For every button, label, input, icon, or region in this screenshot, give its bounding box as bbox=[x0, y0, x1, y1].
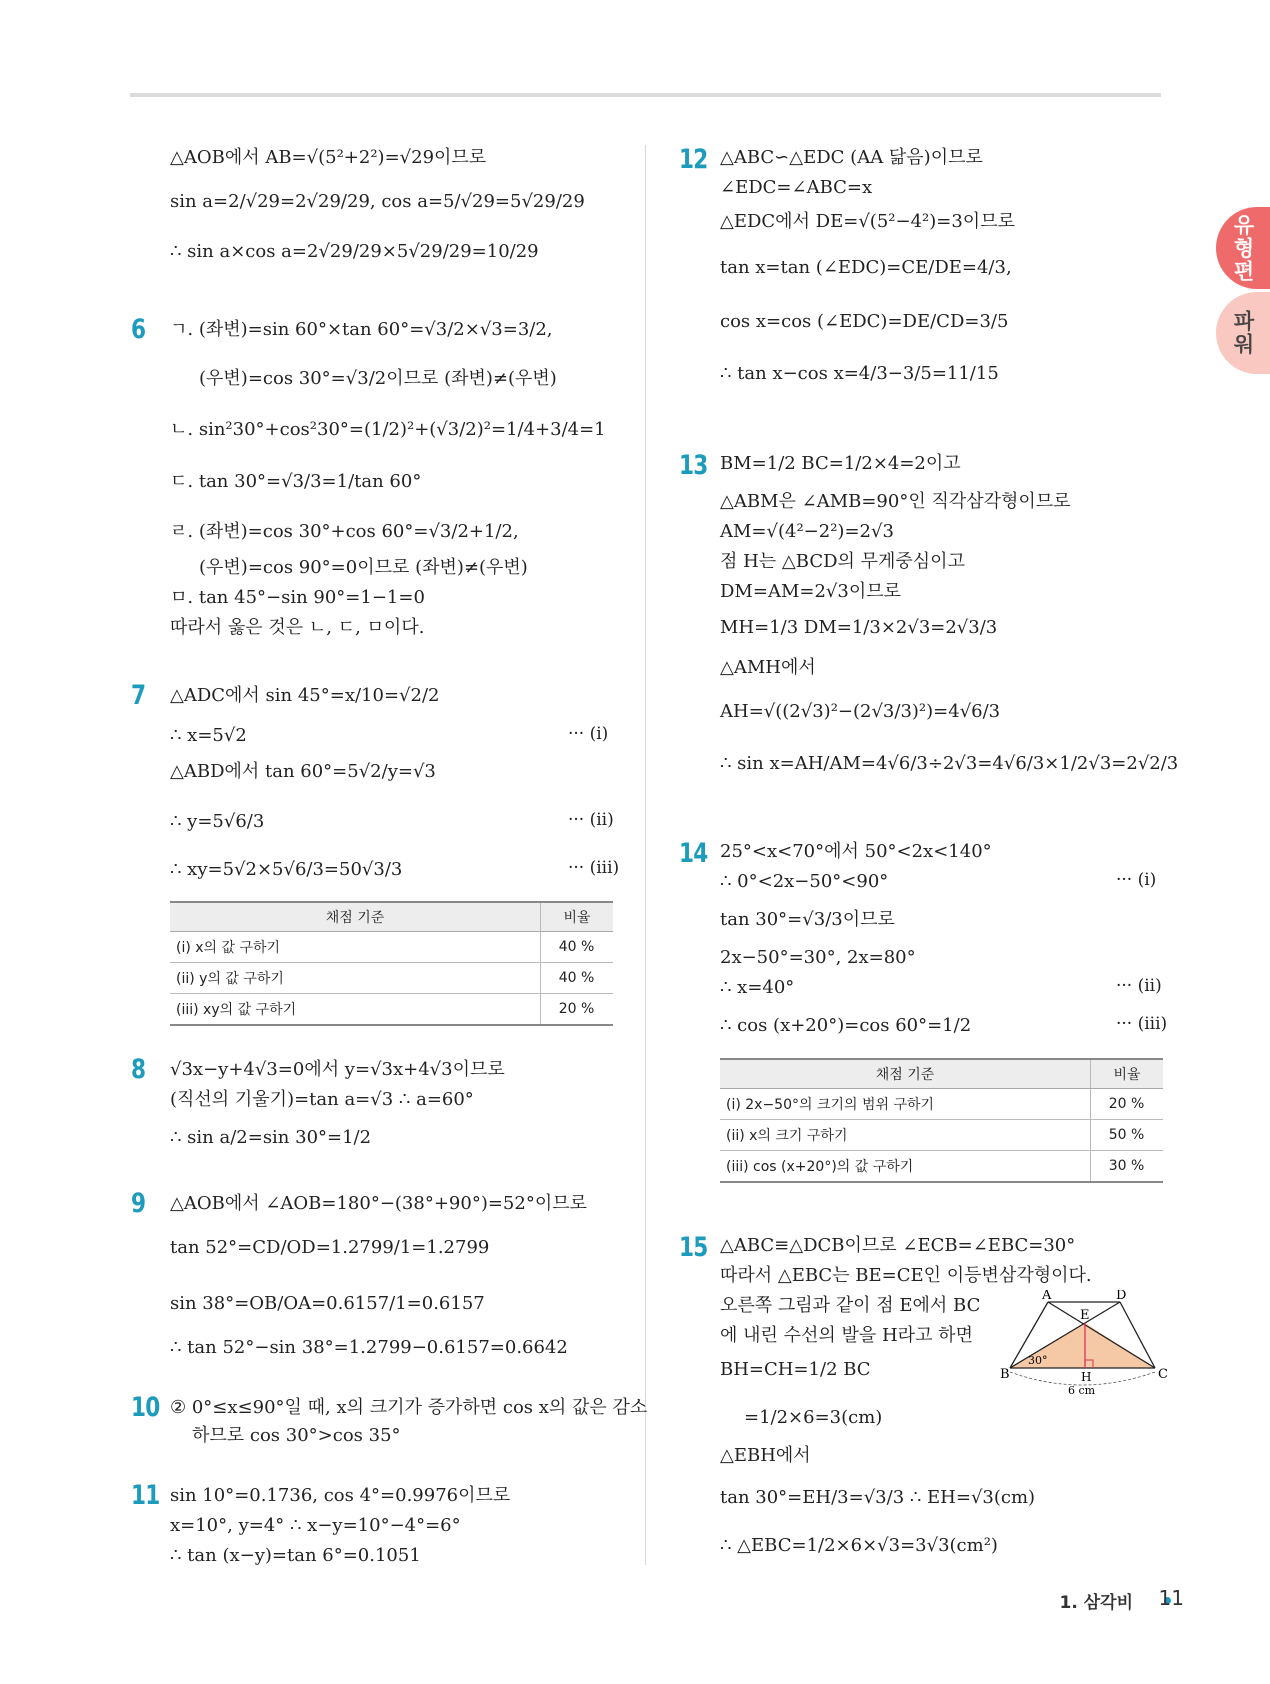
p12-line2: ∠EDC=∠ABC=x bbox=[720, 177, 873, 198]
p12-line1: △ABC∽△EDC (AA 닮음)이므로 bbox=[720, 147, 983, 168]
p13-line6: MH=1/3 DM=1/3×2√3=2√3/3 bbox=[720, 617, 998, 638]
p8-line1: √3x−y+4√3=0에서 y=√3x+4√3이므로 bbox=[170, 1059, 505, 1080]
p13-line3: AM=√(4²−2²)=2√3 bbox=[720, 521, 894, 542]
p13-line4: 점 H는 △BCD의 무게중심이고 bbox=[720, 551, 965, 572]
table-row bbox=[170, 932, 613, 963]
p13-line2: △ABM은 ∠AMB=90°인 직각삼각형이므로 bbox=[720, 491, 1071, 512]
p13-line7: △AMH에서 bbox=[720, 657, 816, 678]
p9-line4: ∴ tan 52°−sin 38°=1.2799−0.6157=0.6642 bbox=[170, 1337, 568, 1358]
table-cell: (i) 2x−50°의 크기의 범위 구하기 bbox=[720, 1089, 1091, 1120]
p12-line4: tan x=tan (∠EDC)=CE/DE=4/3, bbox=[720, 257, 1012, 278]
chapter-label: 1. 삼각비 bbox=[1059, 1593, 1133, 1613]
label-length: 6 cm bbox=[1068, 1384, 1096, 1397]
p14-line2: ∴ 0°<2x−50°<90° bbox=[720, 871, 889, 892]
p15-line6: =1/2×6=3(cm) bbox=[744, 1407, 883, 1428]
p10-line1: ② 0°≤x≤90°일 때, x의 크기가 증가하면 cos x의 값은 감소 bbox=[170, 1397, 648, 1418]
p8-line3: ∴ sin a/2=sin 30°=1/2 bbox=[170, 1127, 372, 1148]
table-cell: 40 % bbox=[541, 963, 614, 994]
problem-number-8: 8 bbox=[131, 1054, 146, 1085]
table-cell: (iii) xy의 값 구하기 bbox=[170, 994, 541, 1026]
p9-line2: tan 52°=CD/OD=1.2799/1=1.2799 bbox=[170, 1237, 490, 1258]
page-number: 11 bbox=[1158, 1586, 1184, 1610]
problem-number-10: 10 bbox=[131, 1392, 160, 1423]
problem-number-9: 9 bbox=[131, 1188, 146, 1219]
problem-number-13: 13 bbox=[679, 450, 708, 481]
p14-line3: tan 30°=√3/3이므로 bbox=[720, 909, 895, 930]
p7-line4: ∴ y=5√6/3 bbox=[170, 811, 265, 832]
column-divider bbox=[645, 145, 646, 1565]
table-cell: (ii) x의 크기 구하기 bbox=[720, 1120, 1091, 1151]
problem-number-6: 6 bbox=[131, 314, 146, 345]
p6-line4: ㄷ. tan 30°=√3/3=1/tan 60° bbox=[170, 471, 422, 492]
label-c: C bbox=[1158, 1367, 1168, 1382]
p15-line2: 따라서 △EBC는 BE=CE인 이등변삼각형이다. bbox=[720, 1265, 1092, 1286]
p6-line6: (우변)=cos 90°=0이므로 (좌변)≠(우변) bbox=[199, 557, 528, 578]
p14-line4: 2x−50°=30°, 2x=80° bbox=[720, 947, 916, 968]
table-cell: (i) x의 값 구하기 bbox=[170, 932, 541, 963]
table-row bbox=[720, 1089, 1163, 1120]
table-cell: (ii) y의 값 구하기 bbox=[170, 963, 541, 994]
p7-line3: △ABD에서 tan 60°=5√2/y=√3 bbox=[170, 761, 436, 782]
table-header: 비율 bbox=[541, 902, 614, 932]
p15-line9: ∴ △EBC=1/2×6×√3=3√3(cm²) bbox=[720, 1535, 998, 1556]
problem-number-14: 14 bbox=[679, 838, 708, 869]
p7-grading-table bbox=[170, 901, 613, 1026]
p6-line3: ㄴ. sin²30°+cos²30°=(1/2)²+(√3/2)²=1/4+3/4=1 bbox=[170, 419, 606, 440]
table-header: 채점 기준 bbox=[170, 902, 541, 932]
label-d: D bbox=[1116, 1290, 1127, 1303]
p9-line1: △AOB에서 ∠AOB=180°−(38°+90°)=52°이므로 bbox=[170, 1193, 587, 1214]
p8-line2: (직선의 기울기)=tan a=√3 ∴ a=60° bbox=[170, 1089, 474, 1110]
p11-line3: ∴ tan (x−y)=tan 6°=0.1051 bbox=[170, 1545, 421, 1566]
p5-line3: ∴ sin a×cos a=2√29/29×5√29/29=10/29 bbox=[170, 241, 539, 262]
trapezoid-figure bbox=[1000, 1290, 1170, 1400]
p14-line5: ∴ x=40° bbox=[720, 977, 795, 998]
p12-line3: △EDC에서 DE=√(5²−4²)=3이므로 bbox=[720, 211, 1015, 232]
p11-line2: x=10°, y=4° ∴ x−y=10°−4°=6° bbox=[170, 1515, 461, 1536]
p15-line8: tan 30°=EH/3=√3/3 ∴ EH=√3(cm) bbox=[720, 1487, 1036, 1508]
p6-line1: ㄱ. (좌변)=sin 60°×tan 60°=√3/2×√3=3/2, bbox=[170, 319, 553, 340]
table-header: 비율 bbox=[1091, 1059, 1164, 1089]
p7-line1: △ADC에서 sin 45°=x/10=√2/2 bbox=[170, 685, 440, 706]
p5-line2: sin a=2/√29=2√29/29, cos a=5/√29=5√29/29 bbox=[170, 191, 585, 212]
problem-number-15: 15 bbox=[679, 1232, 708, 1263]
table-header: 채점 기준 bbox=[720, 1059, 1091, 1089]
table-cell: (iii) cos (x+20°)의 값 구하기 bbox=[720, 1151, 1091, 1183]
p15-line1: △ABC≡△DCB이므로 ∠ECB=∠EBC=30° bbox=[720, 1235, 1076, 1256]
table-row bbox=[720, 1151, 1163, 1183]
p14-line6: ∴ cos (x+20°)=cos 60°=1/2 bbox=[720, 1015, 972, 1036]
p5-line1: △AOB에서 AB=√(5²+2²)=√29이므로 bbox=[170, 147, 487, 168]
table-row bbox=[170, 963, 613, 994]
p14-mark1: ··· (i) bbox=[1116, 870, 1157, 890]
label-h: H bbox=[1081, 1370, 1092, 1384]
p13-line1: BM=1/2 BC=1/2×4=2이고 bbox=[720, 453, 961, 474]
p14-grading-table bbox=[720, 1058, 1163, 1183]
table-cell: 40 % bbox=[541, 932, 614, 963]
table-cell: 20 % bbox=[541, 994, 614, 1026]
table-row bbox=[720, 1120, 1163, 1151]
p15-line5: BH=CH=1/2 BC bbox=[720, 1359, 871, 1380]
p14-mark3: ··· (iii) bbox=[1116, 1014, 1168, 1034]
p14-mark2: ··· (ii) bbox=[1116, 976, 1162, 996]
p7-mark2: ··· (ii) bbox=[568, 810, 614, 830]
p7-line2: ∴ x=5√2 bbox=[170, 725, 247, 746]
label-angle: 30° bbox=[1028, 1354, 1048, 1367]
table-row bbox=[170, 994, 613, 1026]
p15-line7: △EBH에서 bbox=[720, 1445, 811, 1466]
p14-line1: 25°<x<70°에서 50°<2x<140° bbox=[720, 841, 992, 862]
table-cell: 20 % bbox=[1091, 1089, 1164, 1120]
p6-line8: 따라서 옳은 것은 ㄴ, ㄷ, ㅁ이다. bbox=[170, 617, 425, 638]
tab-type[interactable]: 유형편 bbox=[1216, 207, 1270, 289]
p9-line3: sin 38°=OB/OA=0.6157/1=0.6157 bbox=[170, 1293, 485, 1314]
p12-line5: cos x=cos (∠EDC)=DE/CD=3/5 bbox=[720, 311, 1009, 332]
p10-line2: 하므로 cos 30°>cos 35° bbox=[192, 1425, 401, 1446]
p7-line5: ∴ xy=5√2×5√6/3=50√3/3 bbox=[170, 859, 403, 880]
p13-line9: ∴ sin x=AH/AM=4√6/3÷2√3=4√6/3×1/2√3=2√2/3 bbox=[720, 753, 1179, 774]
problem-number-11: 11 bbox=[131, 1480, 160, 1511]
problem-number-12: 12 bbox=[679, 144, 708, 175]
p13-line5: DM=AM=2√3이므로 bbox=[720, 581, 901, 602]
p15-line4: 에 내린 수선의 발을 H라고 하면 bbox=[720, 1325, 973, 1346]
p12-line6: ∴ tan x−cos x=4/3−3/5=11/15 bbox=[720, 363, 999, 384]
p11-line1: sin 10°=0.1736, cos 4°=0.9976이므로 bbox=[170, 1485, 511, 1506]
p15-line3: 오른쪽 그림과 같이 점 E에서 BC bbox=[720, 1295, 981, 1316]
tab-power[interactable]: 파워 bbox=[1216, 292, 1270, 374]
top-rule bbox=[130, 93, 1161, 97]
p6-line5: ㄹ. (좌변)=cos 30°+cos 60°=√3/2+1/2, bbox=[170, 521, 519, 542]
p7-mark3: ··· (iii) bbox=[568, 858, 620, 878]
p13-line8: AH=√((2√3)²−(2√3/3)²)=4√6/3 bbox=[720, 701, 1001, 722]
table-cell: 30 % bbox=[1091, 1151, 1164, 1183]
label-b: B bbox=[1000, 1367, 1010, 1382]
p6-line2: (우변)=cos 30°=√3/2이므로 (좌변)≠(우변) bbox=[199, 368, 557, 389]
table-cell: 50 % bbox=[1091, 1120, 1164, 1151]
p6-line7: ㅁ. tan 45°−sin 90°=1−1=0 bbox=[170, 587, 425, 608]
label-a: A bbox=[1042, 1290, 1052, 1303]
problem-number-7: 7 bbox=[131, 680, 146, 711]
label-e: E bbox=[1080, 1308, 1090, 1323]
p7-mark1: ··· (i) bbox=[568, 724, 609, 744]
